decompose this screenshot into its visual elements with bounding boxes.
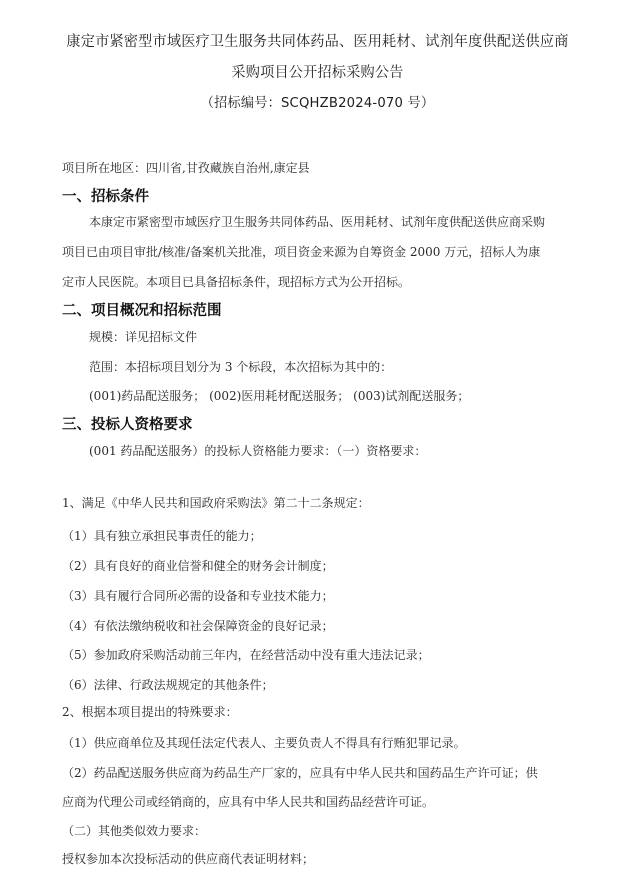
other-requirements-heading: （二）其他类似效力要求： [62, 824, 207, 838]
document-title-line-1: 康定市紧密型市域医疗卫生服务共同体药品、医用耗材、试剂年度供配送供应商 [66, 34, 569, 50]
special-requirement-2-line-1: （2）药品配送服务供应商为药品生产厂家的，应具有中华人民共和国药品生产许可证；供 [62, 766, 538, 780]
section-1-paragraph-line-2: 项目已由项目审批/核准/备案机关批准，项目资金来源为自筹资金 2000 万元，招标人为康 [62, 245, 541, 259]
scope-text: 范围：本招标项目划分为 3 个标段，本次招标为其中的： [89, 360, 393, 374]
section-1-heading: 一、招标条件 [62, 189, 149, 205]
qualification-intro: (001 药品配送服务）的投标人资格能力要求：（一）资格要求： [89, 444, 427, 458]
section-2-heading: 二、项目概况和招标范围 [62, 303, 222, 319]
other-requirements-text: 授权参加本次投标活动的供应商代表证明材料； [62, 852, 315, 866]
special-requirement-2-line-2: 应商为代理公司或经销商的，应具有中华人民共和国药品经营许可证。 [62, 795, 435, 809]
document-title-line-2: 采购项目公开招标采购公告 [231, 65, 404, 81]
section-1-paragraph-line-3: 定市人民医院。本项目已具备招标条件，现招标方式为公开招标。 [62, 275, 411, 289]
special-requirement-1: （1）供应商单位及其现任法定代表人、主要负责人不得具有行贿犯罪记录。 [62, 736, 466, 750]
project-location: 项目所在地区：四川省,甘孜藏族自治州,康定县 [62, 161, 310, 175]
requirement-item-5: （5）参加政府采购活动前三年内，在经营活动中没有重大违法记录； [62, 648, 430, 662]
requirement-item-4: （4）有依法缴纳税收和社会保障资金的良好记录； [62, 619, 334, 633]
bid-number: （招标编号：SCQHZB2024-070 号） [200, 95, 435, 111]
section-3-heading: 三、投标人资格要求 [62, 417, 193, 433]
requirement-item-1: （1）具有独立承担民事责任的能力； [62, 529, 262, 543]
requirement-item-6: （6）法律、行政法规规定的其他条件； [62, 678, 274, 692]
requirement-item-2: （2）具有良好的商业信誉和健全的财务会计制度； [62, 559, 334, 573]
section-1-paragraph-line-1: 本康定市紧密型市域医疗卫生服务共同体药品、医用耗材、试剂年度供配送供应商采购 [89, 215, 546, 229]
scale-text: 规模：详见招标文件 [89, 330, 198, 344]
requirement-1: 1、满足《中华人民共和国政府采购法》第二十二条规定： [62, 496, 370, 510]
requirement-item-3: （3）具有履行合同所必需的设备和专业技术能力； [62, 589, 334, 603]
lots-list: (001)药品配送服务； (002)医用耗材配送服务； (003)试剂配送服务； [89, 389, 470, 403]
requirement-2: 2、根据本项目提出的特殊要求： [62, 705, 238, 719]
